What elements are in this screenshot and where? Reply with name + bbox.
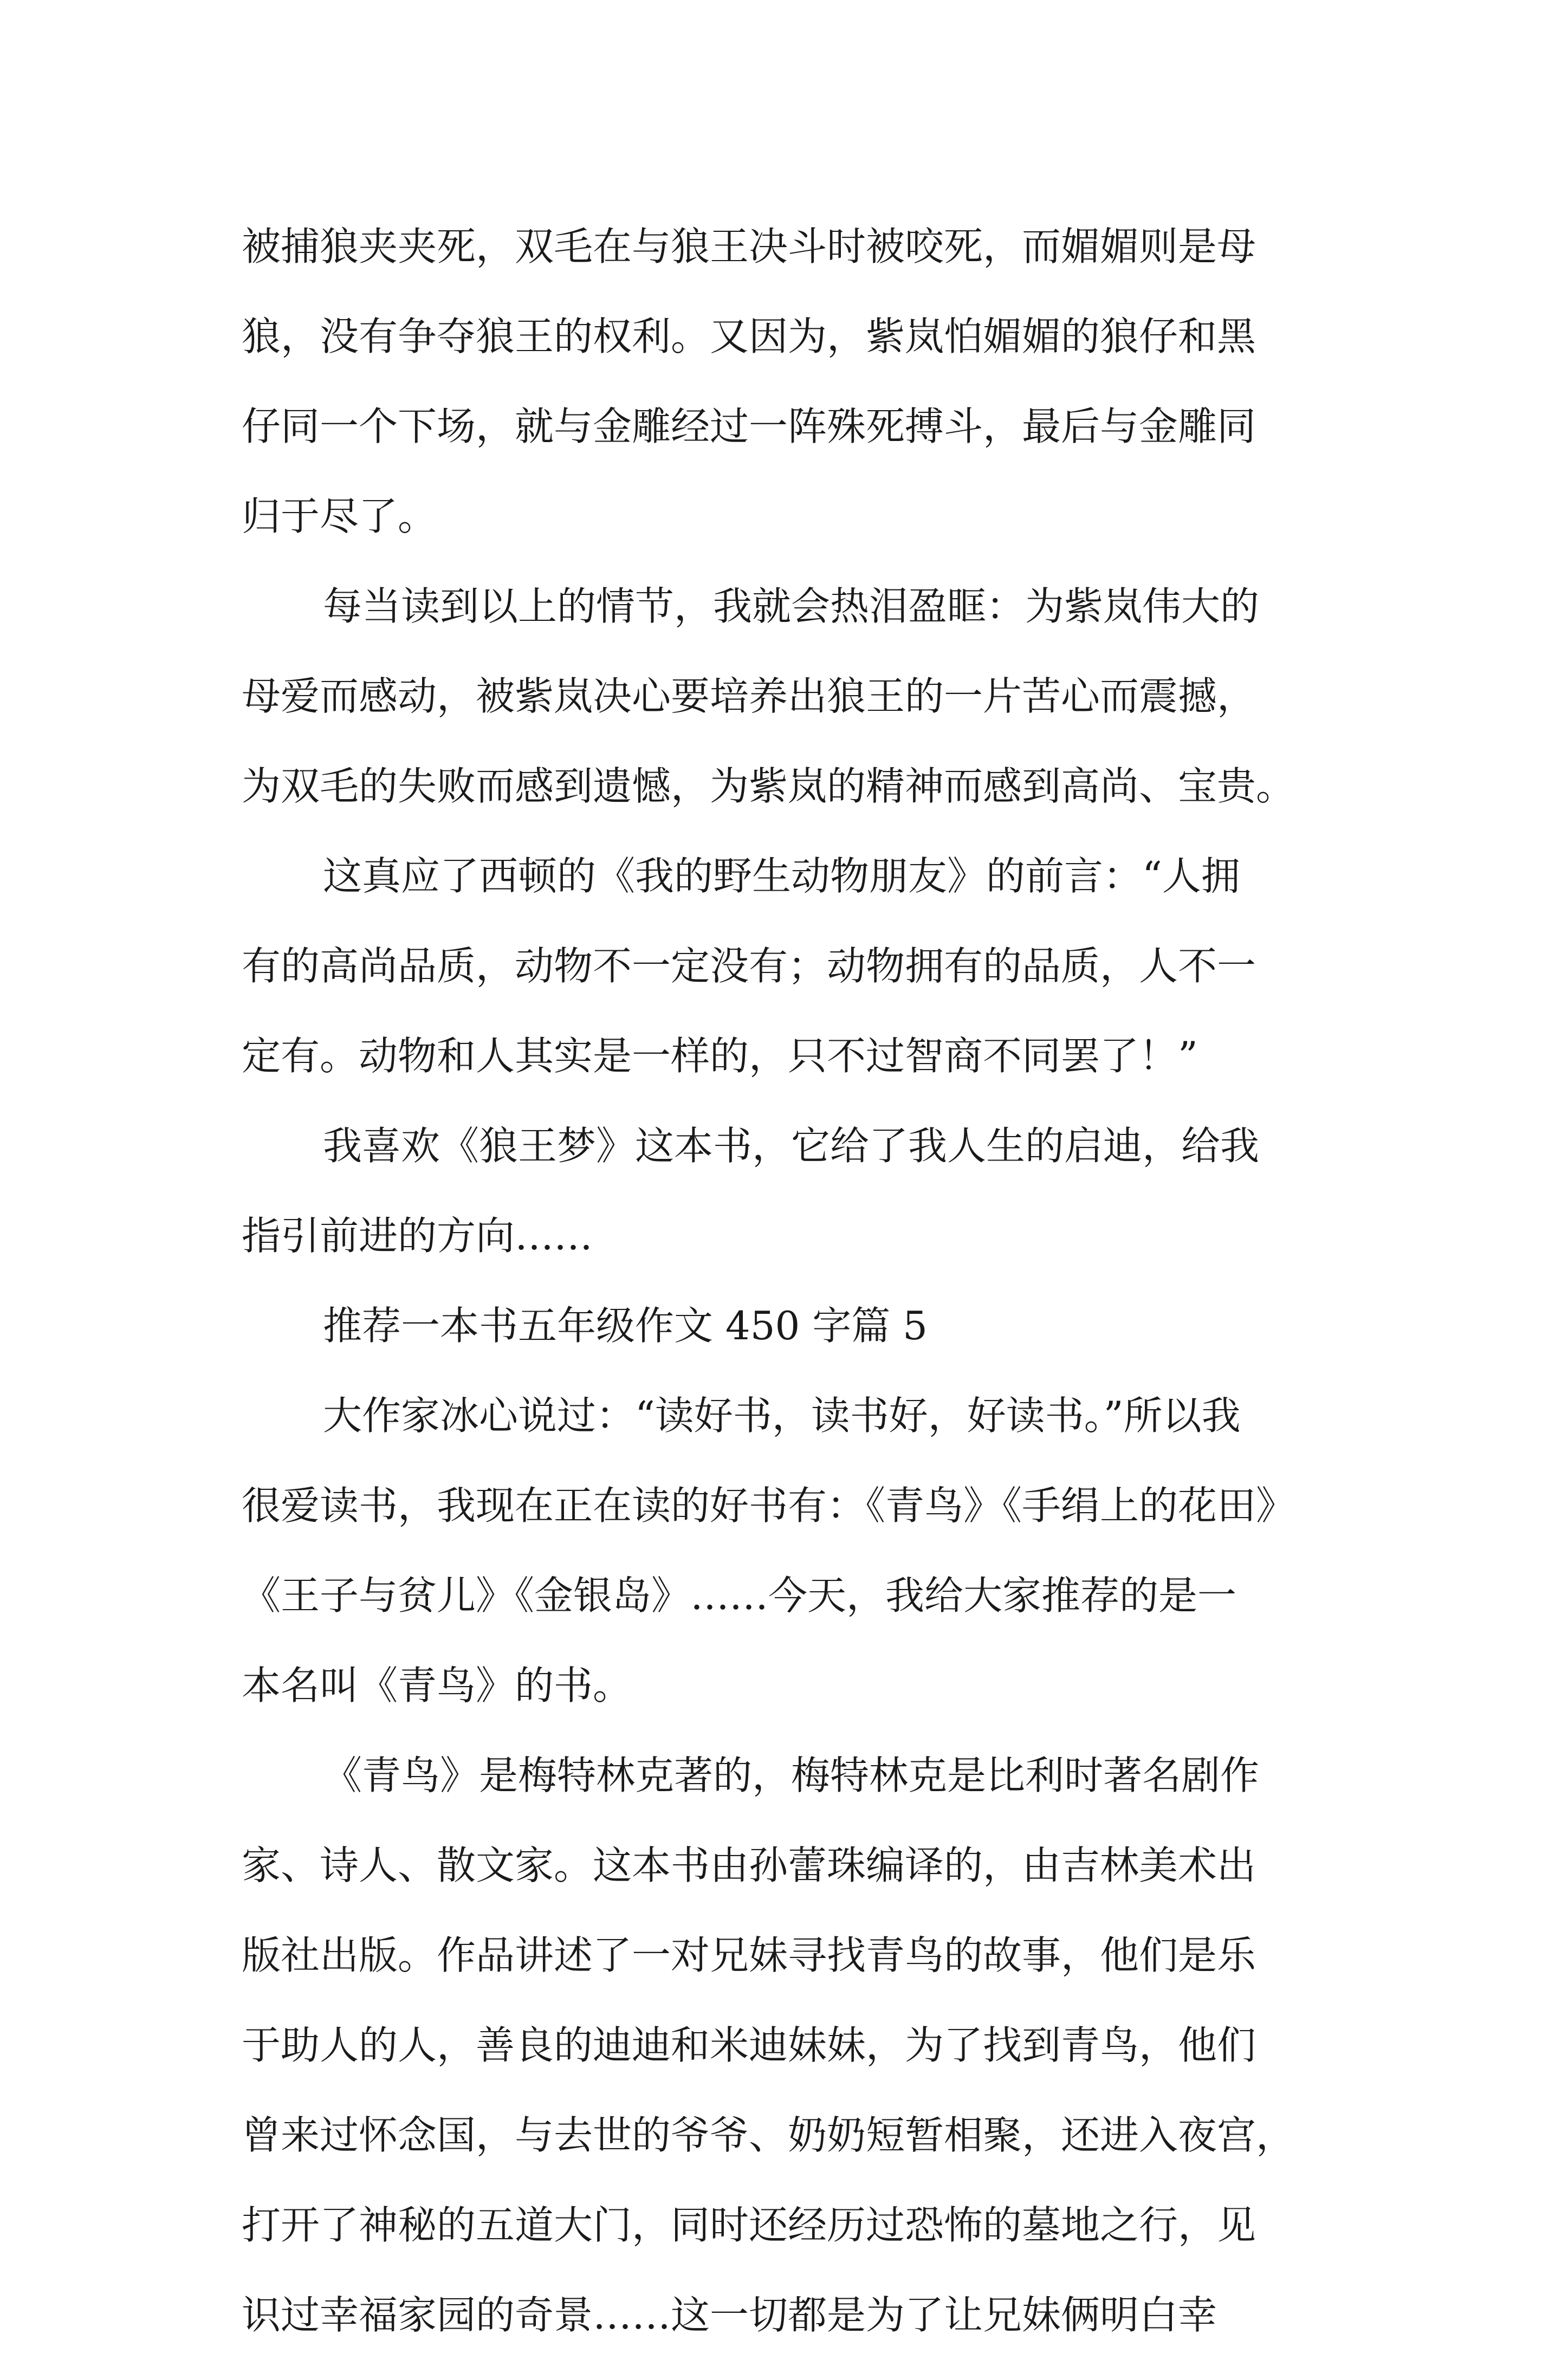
text-line: 推荐一本书五年级作文 450 字篇 5: [323, 1303, 928, 1348]
text-line: 版社出版。作品讲述了一对兄妹寻找青鸟的故事，他们是乐: [242, 1933, 1256, 1978]
text-line: 很爱读书，我现在正在读的好书有：《青鸟》《手绢上的花田》: [242, 1483, 1295, 1528]
text-line: 这真应了西顿的《我的野生动物朋友》的前言：“人拥: [323, 853, 1240, 899]
text-line: 定有。动物和人其实是一样的，只不过智商不同罢了！”: [242, 1033, 1198, 1079]
text-line: 《青鸟》是梅特林克著的，梅特林克是比利时著名剧作: [323, 1753, 1260, 1798]
text-line: 狼，没有争夺狼王的权利。又因为，紫岚怕媚媚的狼仔和黑: [242, 314, 1256, 359]
text-line: 曾来过怀念国，与去世的爷爷、奶奶短暂相聚，还进入夜宫，: [242, 2112, 1295, 2158]
text-line: 有的高尚品质，动物不一定没有；动物拥有的品质，人不一: [242, 943, 1256, 989]
text-line: 识过幸福家园的奇景……这一切都是为了让兄妹俩明白幸: [242, 2292, 1217, 2338]
text-line: 大作家冰心说过：“读好书，读书好，好读书。”所以我: [323, 1393, 1241, 1438]
text-line: 《王子与贫儿》《金银岛》……今天，我给大家推荐的是一: [242, 1573, 1237, 1618]
text-line: 为双毛的失败而感到遗憾，为紫岚的精神而感到高尚、宝贵。: [242, 763, 1295, 809]
text-line: 每当读到以上的情节，我就会热泪盈眶：为紫岚伟大的: [323, 583, 1260, 629]
text-line: 指引前进的方向……: [242, 1213, 593, 1259]
text-line: 家、诗人、散文家。这本书由孙蕾珠编译的，由吉林美术出: [242, 1843, 1256, 1888]
text-line: 本名叫《青鸟》的书。: [242, 1663, 632, 1708]
text-line: 我喜欢《狼王梦》这本书，它给了我人生的启迪，给我: [323, 1123, 1260, 1169]
text-line: 被捕狼夹夹死，双毛在与狼王决斗时被咬死，而媚媚则是母: [242, 224, 1256, 269]
text-line: 仔同一个下场，就与金雕经过一阵殊死搏斗，最后与金雕同: [242, 404, 1256, 449]
body-text: [242, 202, 1331, 2360]
text-line: 归于尽了。: [242, 494, 437, 539]
text-line: 打开了神秘的五道大门，同时还经历过恐怖的墓地之行，见: [242, 2202, 1256, 2248]
text-line: 于助人的人，善良的迪迪和米迪妹妹，为了找到青鸟，他们: [242, 2022, 1256, 2068]
text-line: 母爱而感动，被紫岚决心要培养出狼王的一片苦心而震撼，: [242, 673, 1256, 719]
